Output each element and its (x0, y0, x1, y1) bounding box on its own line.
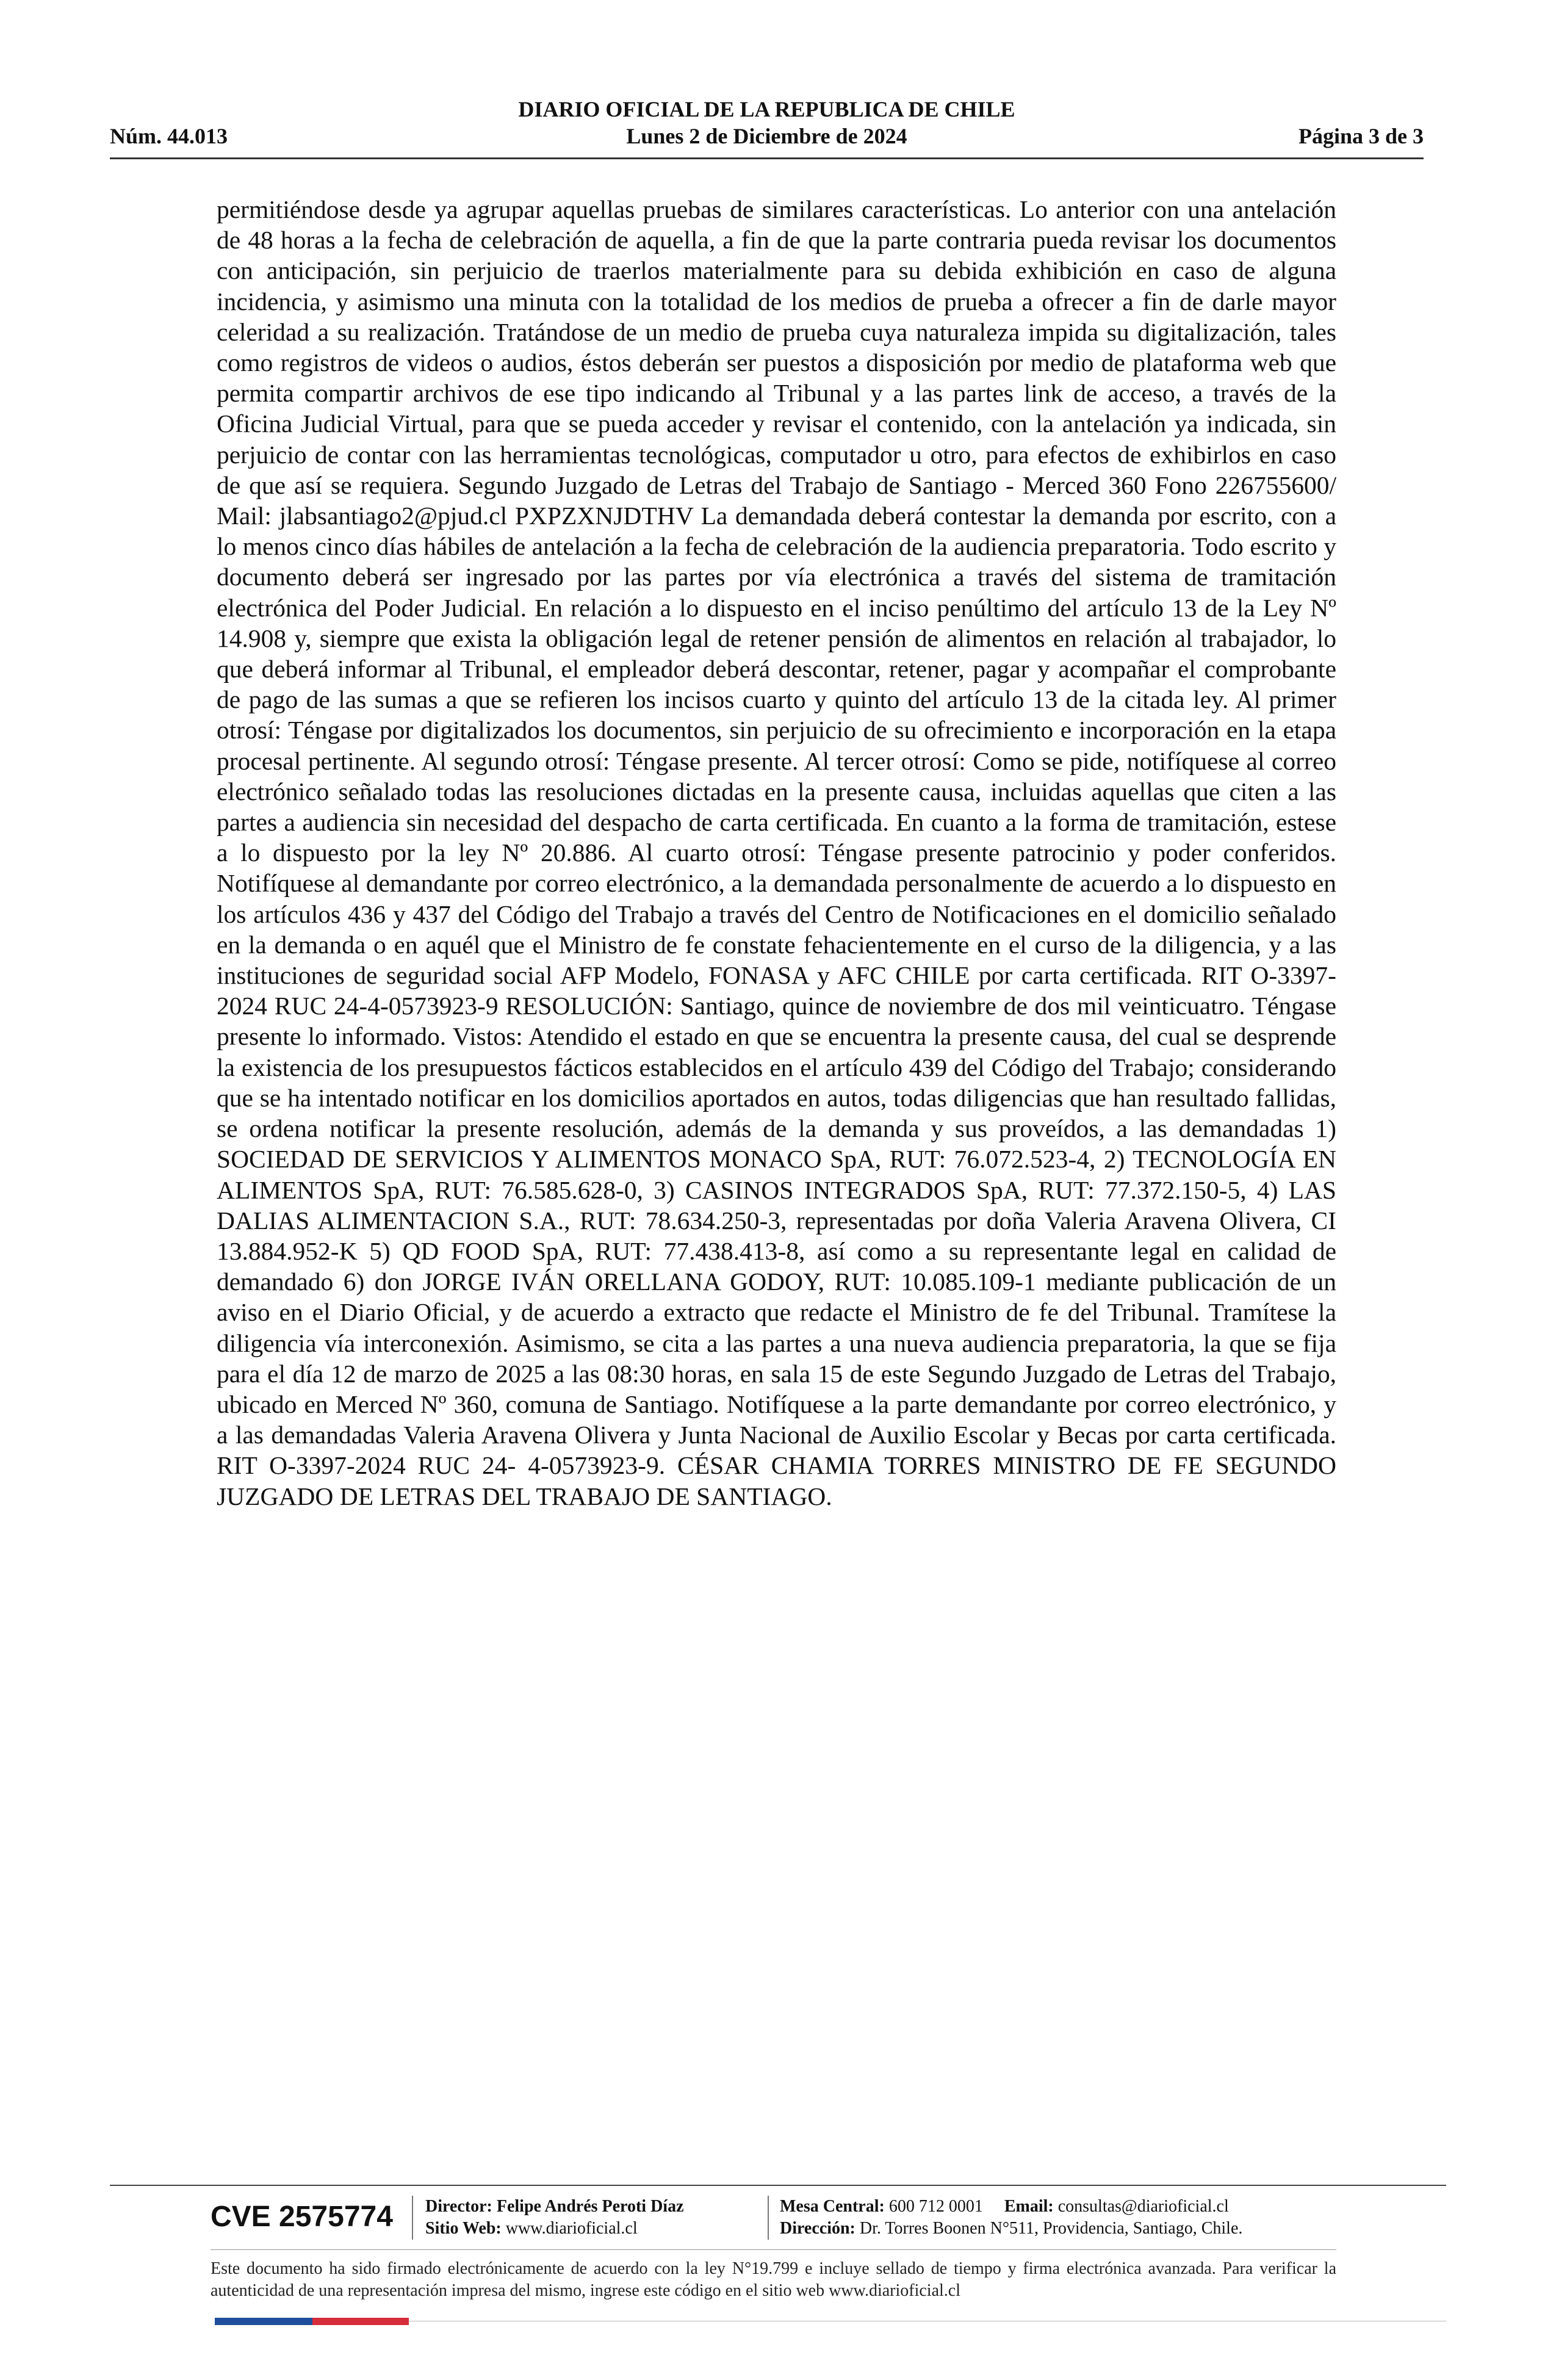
issue-number: Núm. 44.013 (110, 124, 228, 148)
footer-divider (110, 2185, 1446, 2186)
address-value: Dr. Torres Boonen N°511, Providencia, Santiago, Chile. (859, 2219, 1243, 2238)
issue-date: Lunes 2 de Diciembre de 2024 (626, 124, 907, 148)
page-header (110, 96, 1424, 159)
mesa-phone: 600 712 0001 (888, 2197, 983, 2216)
footer-contact-block (780, 2196, 1242, 2240)
flag-stripe (215, 2318, 409, 2325)
body-text: permitiéndose desde ya agrupar aquellas pruebas de similares características. Lo anterior con una antelación de 48 horas a la fecha de celebración de aquella, a fin de que la parte contraria pueda revisar los documentos con anticipación, sin perjuicio de traerlos materialmente para su debida exhibición en caso de alguna incidencia, y asimismo una minuta con la totalidad de los medios de prueba a ofrecer a fin de darle mayor celeridad a su realización. Tratándose de un medio de prueba cuya naturaleza impida su digitalización, tales como registros de videos o audios, éstos deberán ser puestos a disposición por medio de plataforma web que permita compartir archivos de ese tipo indicando al Tribunal y a las partes link de acceso, a través de la Oficina Judicial Virtual, para que se pueda acceder y revisar el contenido, con la antelación ya indicada, sin perjuicio de contar con las herramientas tecnológicas, computador u otro, para efectos de exhibirlos en caso de que así se requiera. Segundo Juzgado de Letras del Trabajo de Santiago - Merced 360 Fono 226755600/ Mail: jlabsantiago2@pjud.cl PXPZXNJDTHV La demandada deberá contestar la demanda por escrito, con a lo menos cinco días hábiles de antelación a la fecha de celebración de la audiencia preparatoria. Todo escrito y documento deberá ser ingresado por las partes por vía electrónica a través del sistema de tramitación electrónica del Poder Judicial. En relación a lo dispuesto en el inciso penúltimo del artículo 13 de la Ley Nº 14.908 y, siempre que exista la obligación legal de retener pensión de alimentos en relación al trabajador, lo que deberá informar al Tribunal, el empleador deberá descontar, retener, pagar y acompañar el comprobante de pago de las sumas a que se refieren los incisos cuarto y quinto del artículo 13 de la citada ley. Al primer otrosí: Téngase por digitalizados los documentos, sin perjuicio de su ofrecimiento e incorporación en la etapa procesal pertinente. Al segundo otrosí: Téngase presente. Al tercer otrosí: Como se pide, notifíquese al correo electrónico señalado todas las resoluciones dictadas en la presente causa, incluidas aquellas que citen a las partes a audiencia sin necesidad del despacho de carta certificada. En cuanto a la forma de tramitación, estese a lo dispuesto por la ley Nº 20.886. Al cuarto otrosí: Téngase presente patrocinio y poder conferidos. Notifíquese al demandante por correo electrónico, a la demandada personalmente de acuerdo a lo dispuesto en los artículos 436 y 437 del Código del Trabajo a través del Centro de Notificaciones en el domicilio señalado en la demanda o en aquél que el Ministro de fe constate fehacientemente en el curso de la diligencia, y a las instituciones de seguridad social AFP Modelo, FONASA y AFC CHILE por carta certificada. RIT O-3397-2024 RUC 24-4-0573923-9 RESOLUCIÓN: Santiago, quince de noviembre de dos mil veinticuatro. Téngase presente lo informado. Vistos: Atendido el estado en que se encuentra la presente causa, del cual se desprende la existencia de los presupuestos fácticos establecidos en el artículo 439 del Código del Trabajo; considerando que se ha intentado notificar en los domicilios aportados en autos, todas diligencias que han resultado fallidas, se ordena notificar la presente resolución, además de la demanda y sus proveídos, a las demandadas 1) SOCIEDAD DE SERVICIOS Y ALIMENTOS MONACO SpA, RUT: 76.072.523-4, 2) TECNOLOGÍA EN ALIMENTOS SpA, RUT: 76.585.628-0, 3) CASINOS INTEGRADOS SpA, RUT: 77.372.150-5, 4) LAS DALIAS ALIMENTACION S.A., RUT: 78.634.250-3, representadas por doña Valeria Aravena Olivera, CI 13.884.952-K 5) QD FOOD SpA, RUT: 77.438.413-8, así como a su representante legal en calidad de demandado 6) don JORGE IVÁN ORELLANA GODOY, RUT: 10.085.109-1 mediante publicación de un aviso en el Diario Oficial, y de acuerdo a extracto que redacte el Ministro de fe del Tribunal. Tramítese la diligencia vía interconexión. Asimismo, se cita a las partes a una nueva audiencia preparatoria, la que se fija para el día 12 de marzo de 2025 a las 08:30 horas, en sala 15 de este Segundo Juzgado de Letras del Trabajo, ubicado en Merced Nº 360, comuna de Santiago. Notifíquese a la parte demandante por correo electrónico, y a las demandadas Valeria Aravena Olivera y Junta Nacional de Auxilio Escolar y Becas por carta certificada. RIT O-3397-2024 RUC 24- 4-0573923-9. CÉSAR CHAMIA TORRES MINISTRO DE FE SEGUNDO JUZGADO DE LETRAS DEL TRABAJO DE SANTIAGO. (217, 195, 1336, 1510)
footer-divider (211, 2249, 1336, 2250)
signature-note: Este documento ha sido firmado electrónicamente de acuerdo con la ley N°19.799 e incluye sellado de tiempo y firma electrónica avanzada. Para verificar la autenticidad de una representación impresa del mismo, ingrese este código en el sitio web www.diarioficial.cl (211, 2259, 1336, 2300)
site-link[interactable]: www.diarioficial.cl (505, 2219, 638, 2238)
flag-blue-segment (215, 2318, 312, 2325)
director-name: Director: Felipe Andrés Peroti Díaz (425, 2197, 684, 2216)
email-label: Email: (1004, 2197, 1054, 2216)
address-label: Dirección: (780, 2219, 855, 2238)
site-label: Sitio Web: (425, 2219, 502, 2238)
publication-title: DIARIO OFICIAL DE LA REPUBLICA DE CHILE (518, 97, 1015, 121)
footer-column-divider (412, 2196, 413, 2240)
cve-code: CVE 2575774 (211, 2201, 393, 2233)
flag-red-segment (312, 2318, 409, 2325)
footer-director-block (425, 2196, 684, 2240)
footer-column-divider (768, 2196, 769, 2240)
email-link[interactable]: consultas@diarioficial.cl (1057, 2197, 1229, 2216)
page-indicator: Página 3 de 3 (1298, 124, 1424, 148)
mesa-label: Mesa Central: (780, 2197, 885, 2216)
